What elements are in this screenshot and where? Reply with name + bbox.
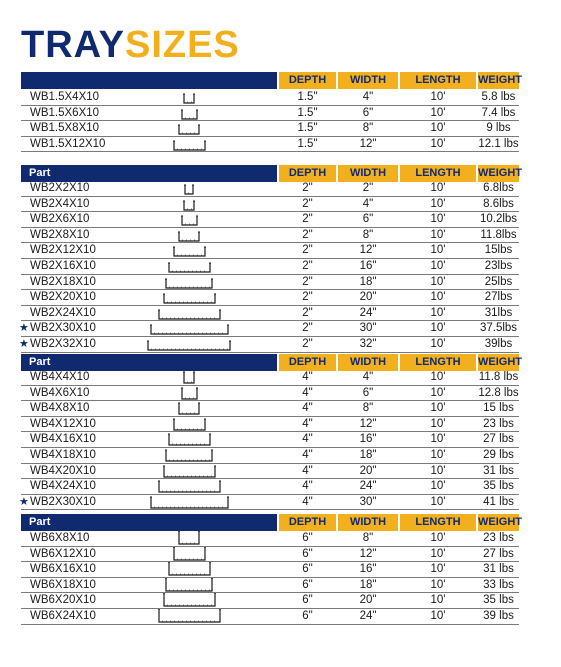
weight-value: 15lbs [484, 244, 513, 257]
depth-value: 4" [302, 480, 313, 493]
table-row [21, 495, 519, 511]
depth-value: 1.5" [297, 91, 318, 103]
part-number: WB2X32X10 [30, 338, 96, 350]
table-row [21, 386, 519, 402]
wireway-tray-icon [164, 275, 214, 289]
depth-value: 2" [302, 197, 313, 210]
depth-value: 2" [302, 338, 313, 350]
length-value: 10' [430, 197, 446, 210]
header-width: WIDTH [338, 514, 398, 531]
table-row [21, 121, 519, 137]
table-row [21, 212, 519, 228]
length-value: 10' [430, 610, 446, 622]
weight-value: 39lbs [484, 338, 513, 350]
length-value: 10' [430, 594, 446, 607]
table-row [21, 228, 519, 244]
width-value: 8" [362, 122, 374, 134]
width-value: 4" [362, 91, 374, 103]
width-value: 6" [362, 106, 374, 119]
header-length: LENGTH [400, 354, 476, 371]
length-value: 10' [430, 91, 446, 103]
depth-value: 2" [302, 291, 313, 304]
title-part1: TRAY [21, 24, 125, 66]
wireway-tray-icon [157, 609, 222, 623]
wireway-tray-icon [180, 106, 199, 120]
length-value: 10' [430, 371, 446, 383]
length-value: 10' [430, 260, 446, 272]
table-row [21, 90, 519, 106]
table-row [21, 609, 519, 625]
table-row [21, 259, 519, 275]
width-value: 20" [359, 594, 377, 607]
table-row [21, 531, 519, 547]
table-header [21, 72, 522, 89]
tray-profile [149, 495, 230, 514]
table-row [21, 275, 519, 291]
part-number: WB1.5X12X10 [30, 137, 106, 150]
weight-value: 33 lbs [483, 578, 514, 591]
part-number: WB4X12X10 [30, 417, 96, 430]
wireway-tray-icon [164, 448, 214, 462]
depth-value: 2" [302, 213, 313, 226]
table-row [21, 243, 519, 259]
table-row [21, 370, 519, 386]
width-value: 30" [359, 322, 377, 335]
weight-value: 23lbs [484, 260, 513, 272]
table-row [21, 448, 519, 464]
length-value: 10' [430, 213, 446, 226]
weight-value: 25lbs [484, 275, 513, 288]
length-value: 10' [430, 495, 446, 508]
weight-value: 9 lbs [486, 122, 511, 134]
length-value: 10' [430, 402, 446, 415]
wireway-tray-icon [177, 401, 201, 415]
length-value: 10' [430, 322, 446, 335]
weight-value: 10.2lbs [479, 213, 518, 226]
header-width: WIDTH [338, 72, 398, 89]
width-value: 20" [359, 464, 377, 477]
part-number: WB2X30X10 [30, 322, 96, 335]
part-number: WB2X8X10 [30, 228, 90, 241]
header-part: Part [21, 165, 277, 182]
width-value: 8" [362, 228, 374, 241]
wireway-tray-icon [157, 306, 222, 320]
depth-value: 2" [302, 182, 313, 194]
wireway-tray-icon [180, 386, 199, 400]
wireway-tray-icon [172, 243, 207, 257]
table-row [21, 337, 519, 353]
part-number: WB2X30X10 [30, 495, 96, 508]
weight-value: 12.8 lbs [478, 386, 519, 399]
weight-value: 15 lbs [483, 402, 514, 415]
header-length: LENGTH [400, 514, 476, 531]
weight-value: 27lbs [484, 291, 513, 304]
depth-value: 6" [302, 532, 313, 544]
tray-size-tables [19, 0, 522, 667]
header-depth: DEPTH [279, 354, 336, 371]
tray-profile [157, 609, 222, 628]
part-number: WB6X12X10 [30, 547, 96, 560]
width-value: 12" [359, 244, 377, 257]
part-number: WB1.5X8X10 [30, 122, 100, 134]
depth-value: 4" [302, 433, 313, 446]
table-row [21, 401, 519, 417]
weight-value: 41 lbs [483, 495, 514, 508]
part-number: WB4X8X10 [30, 402, 90, 415]
header-part [21, 72, 277, 89]
weight-value: 35 lbs [483, 480, 514, 493]
weight-value: 11.8lbs [480, 228, 517, 241]
wireway-tray-icon [167, 259, 212, 273]
table-header [21, 165, 522, 182]
part-number: WB2X18X10 [30, 275, 96, 288]
star-icon: ★ [19, 495, 29, 508]
part-number: WB2X20X10 [30, 291, 96, 304]
header-depth: DEPTH [279, 514, 336, 531]
part-number: WB4X6X10 [30, 386, 90, 399]
wireway-tray-icon [162, 593, 217, 607]
length-value: 10' [430, 578, 446, 591]
table-row [21, 137, 519, 153]
width-value: 32" [359, 338, 377, 350]
length-value: 10' [430, 449, 446, 461]
wireway-tray-icon [177, 121, 201, 135]
header-length: LENGTH [400, 72, 476, 89]
header-weight: WEIGHT [478, 354, 519, 371]
table-row [21, 290, 519, 306]
wireway-tray-icon [182, 90, 196, 104]
table-row [21, 593, 519, 609]
length-value: 10' [430, 182, 446, 194]
length-value: 10' [430, 386, 446, 399]
width-value: 24" [359, 480, 377, 493]
length-value: 10' [430, 547, 446, 560]
part-number: WB4X16X10 [30, 433, 96, 446]
part-number: WB2X12X10 [30, 244, 96, 257]
length-value: 10' [430, 137, 446, 150]
weight-value: 35 lbs [483, 594, 514, 607]
width-value: 18" [359, 578, 377, 591]
length-value: 10' [430, 464, 446, 477]
weight-value: 6.8lbs [483, 182, 514, 194]
depth-value: 6" [302, 563, 313, 576]
part-number: WB2X4X10 [30, 197, 90, 210]
depth-value: 2" [302, 306, 313, 319]
width-value: 12" [359, 547, 377, 560]
length-value: 10' [430, 306, 446, 319]
depth-value: 6" [302, 610, 313, 622]
star-icon: ★ [19, 322, 29, 335]
wireway-tray-icon [182, 370, 196, 384]
weight-value: 23 lbs [483, 417, 514, 430]
header-width: WIDTH [338, 165, 398, 182]
wireway-tray-icon [172, 417, 207, 431]
header-part: Part [21, 514, 277, 531]
length-value: 10' [430, 563, 446, 576]
wireway-tray-icon [172, 137, 207, 151]
width-value: 18" [359, 449, 377, 461]
table-header [21, 514, 522, 531]
weight-value: 39 lbs [483, 610, 514, 622]
width-value: 16" [359, 433, 377, 446]
depth-value: 4" [302, 464, 313, 477]
weight-value: 31 lbs [483, 464, 514, 477]
header-width: WIDTH [338, 354, 398, 371]
wireway-tray-icon [172, 547, 207, 561]
weight-value: 27 lbs [483, 547, 514, 560]
table-header [21, 354, 522, 371]
width-value: 4" [362, 197, 374, 210]
wireway-tray-icon [149, 321, 230, 335]
width-value: 6" [362, 213, 374, 226]
length-value: 10' [430, 106, 446, 119]
weight-value: 5.8 lbs [481, 91, 516, 103]
width-value: 12" [359, 417, 377, 430]
part-number: WB2X16X10 [30, 260, 96, 272]
wireway-tray-icon [177, 531, 201, 545]
length-value: 10' [430, 433, 446, 446]
length-value: 10' [430, 244, 446, 257]
width-value: 2" [362, 182, 374, 194]
table-row [21, 181, 519, 197]
part-number: WB1.5X4X10 [30, 91, 100, 103]
width-value: 16" [359, 563, 377, 576]
table-row [21, 432, 519, 448]
header-depth: DEPTH [279, 165, 336, 182]
depth-value: 4" [302, 402, 313, 415]
depth-value: 6" [302, 594, 313, 607]
width-value: 8" [362, 402, 374, 415]
length-value: 10' [430, 338, 446, 350]
table-row [21, 321, 519, 337]
header-weight: WEIGHT [478, 165, 519, 182]
table-row [21, 417, 519, 433]
part-number: WB6X8X10 [30, 532, 90, 544]
table-row [21, 306, 519, 322]
wireway-tray-icon [167, 432, 212, 446]
header-depth: DEPTH [279, 72, 336, 89]
width-value: 8" [362, 532, 374, 544]
length-value: 10' [430, 532, 446, 544]
wireway-tray-icon [167, 562, 212, 576]
table-row [21, 562, 519, 578]
depth-value: 4" [302, 495, 313, 508]
part-number: WB6X18X10 [30, 578, 96, 591]
part-number: WB2X2X10 [30, 182, 90, 194]
length-value: 10' [430, 122, 446, 134]
width-value: 12" [359, 137, 377, 150]
depth-value: 4" [302, 449, 313, 461]
title-part2: SIZES [124, 24, 240, 66]
width-value: 6" [362, 386, 374, 399]
part-number: WB6X20X10 [30, 594, 96, 607]
depth-value: 2" [302, 260, 313, 272]
wireway-tray-icon [164, 578, 214, 592]
weight-value: 7.4 lbs [481, 106, 516, 119]
depth-value: 6" [302, 578, 313, 591]
part-number: WB2X6X10 [30, 213, 90, 226]
wireway-tray-icon [146, 337, 232, 351]
length-value: 10' [430, 228, 446, 241]
part-number: WB1.5X6X10 [30, 106, 100, 119]
wireway-tray-icon [162, 290, 217, 304]
depth-value: 4" [302, 386, 313, 399]
table-row [21, 578, 519, 594]
table-row [21, 464, 519, 480]
weight-value: 27 lbs [483, 433, 514, 446]
wireway-tray-icon [162, 464, 217, 478]
width-value: 24" [359, 306, 377, 319]
star-icon: ★ [19, 338, 29, 350]
width-value: 24" [359, 610, 377, 622]
weight-value: 23 lbs [483, 532, 514, 544]
header-weight: WEIGHT [478, 72, 519, 89]
header-part: Part [21, 354, 277, 371]
wireway-tray-icon [180, 212, 199, 226]
depth-value: 4" [302, 371, 313, 383]
part-number: WB4X18X10 [30, 449, 96, 461]
weight-value: 31lbs [484, 306, 513, 319]
depth-value: 1.5" [297, 137, 318, 150]
part-number: WB6X16X10 [30, 563, 96, 576]
width-value: 4" [362, 371, 374, 383]
length-value: 10' [430, 480, 446, 493]
tray-profile [172, 137, 207, 156]
width-value: 30" [359, 495, 377, 508]
depth-value: 2" [302, 275, 313, 288]
depth-value: 4" [302, 417, 313, 430]
depth-value: 6" [302, 547, 313, 560]
part-number: WB4X20X10 [30, 464, 96, 477]
width-value: 16" [359, 260, 377, 272]
length-value: 10' [430, 291, 446, 304]
part-number: WB4X24X10 [30, 480, 96, 493]
part-number: WB6X24X10 [30, 610, 96, 622]
weight-value: 37.5lbs [479, 322, 518, 335]
part-number: WB4X4X10 [30, 371, 90, 383]
width-value: 20" [359, 291, 377, 304]
wireway-tray-icon [183, 181, 195, 195]
wireway-tray-icon [177, 228, 201, 242]
wireway-tray-icon [182, 197, 196, 211]
weight-value: 12.1 lbs [478, 137, 519, 150]
depth-value: 1.5" [297, 122, 318, 134]
depth-value: 1.5" [297, 106, 318, 119]
part-number: WB2X24X10 [30, 306, 96, 319]
depth-value: 2" [302, 244, 313, 257]
weight-value: 29 lbs [483, 449, 514, 461]
length-value: 10' [430, 417, 446, 430]
table-row [21, 479, 519, 495]
wireway-tray-icon [149, 495, 230, 509]
table-row [21, 106, 519, 122]
depth-value: 2" [302, 322, 313, 335]
table-row [21, 197, 519, 213]
header-weight: WEIGHT [478, 514, 519, 531]
table-row [21, 547, 519, 563]
header-length: LENGTH [400, 165, 476, 182]
weight-value: 11.8 lbs [478, 371, 519, 383]
wireway-tray-icon [157, 479, 222, 493]
depth-value: 2" [302, 228, 313, 241]
weight-value: 8.6lbs [483, 197, 514, 210]
length-value: 10' [430, 275, 446, 288]
width-value: 18" [359, 275, 377, 288]
weight-value: 31 lbs [483, 563, 514, 576]
